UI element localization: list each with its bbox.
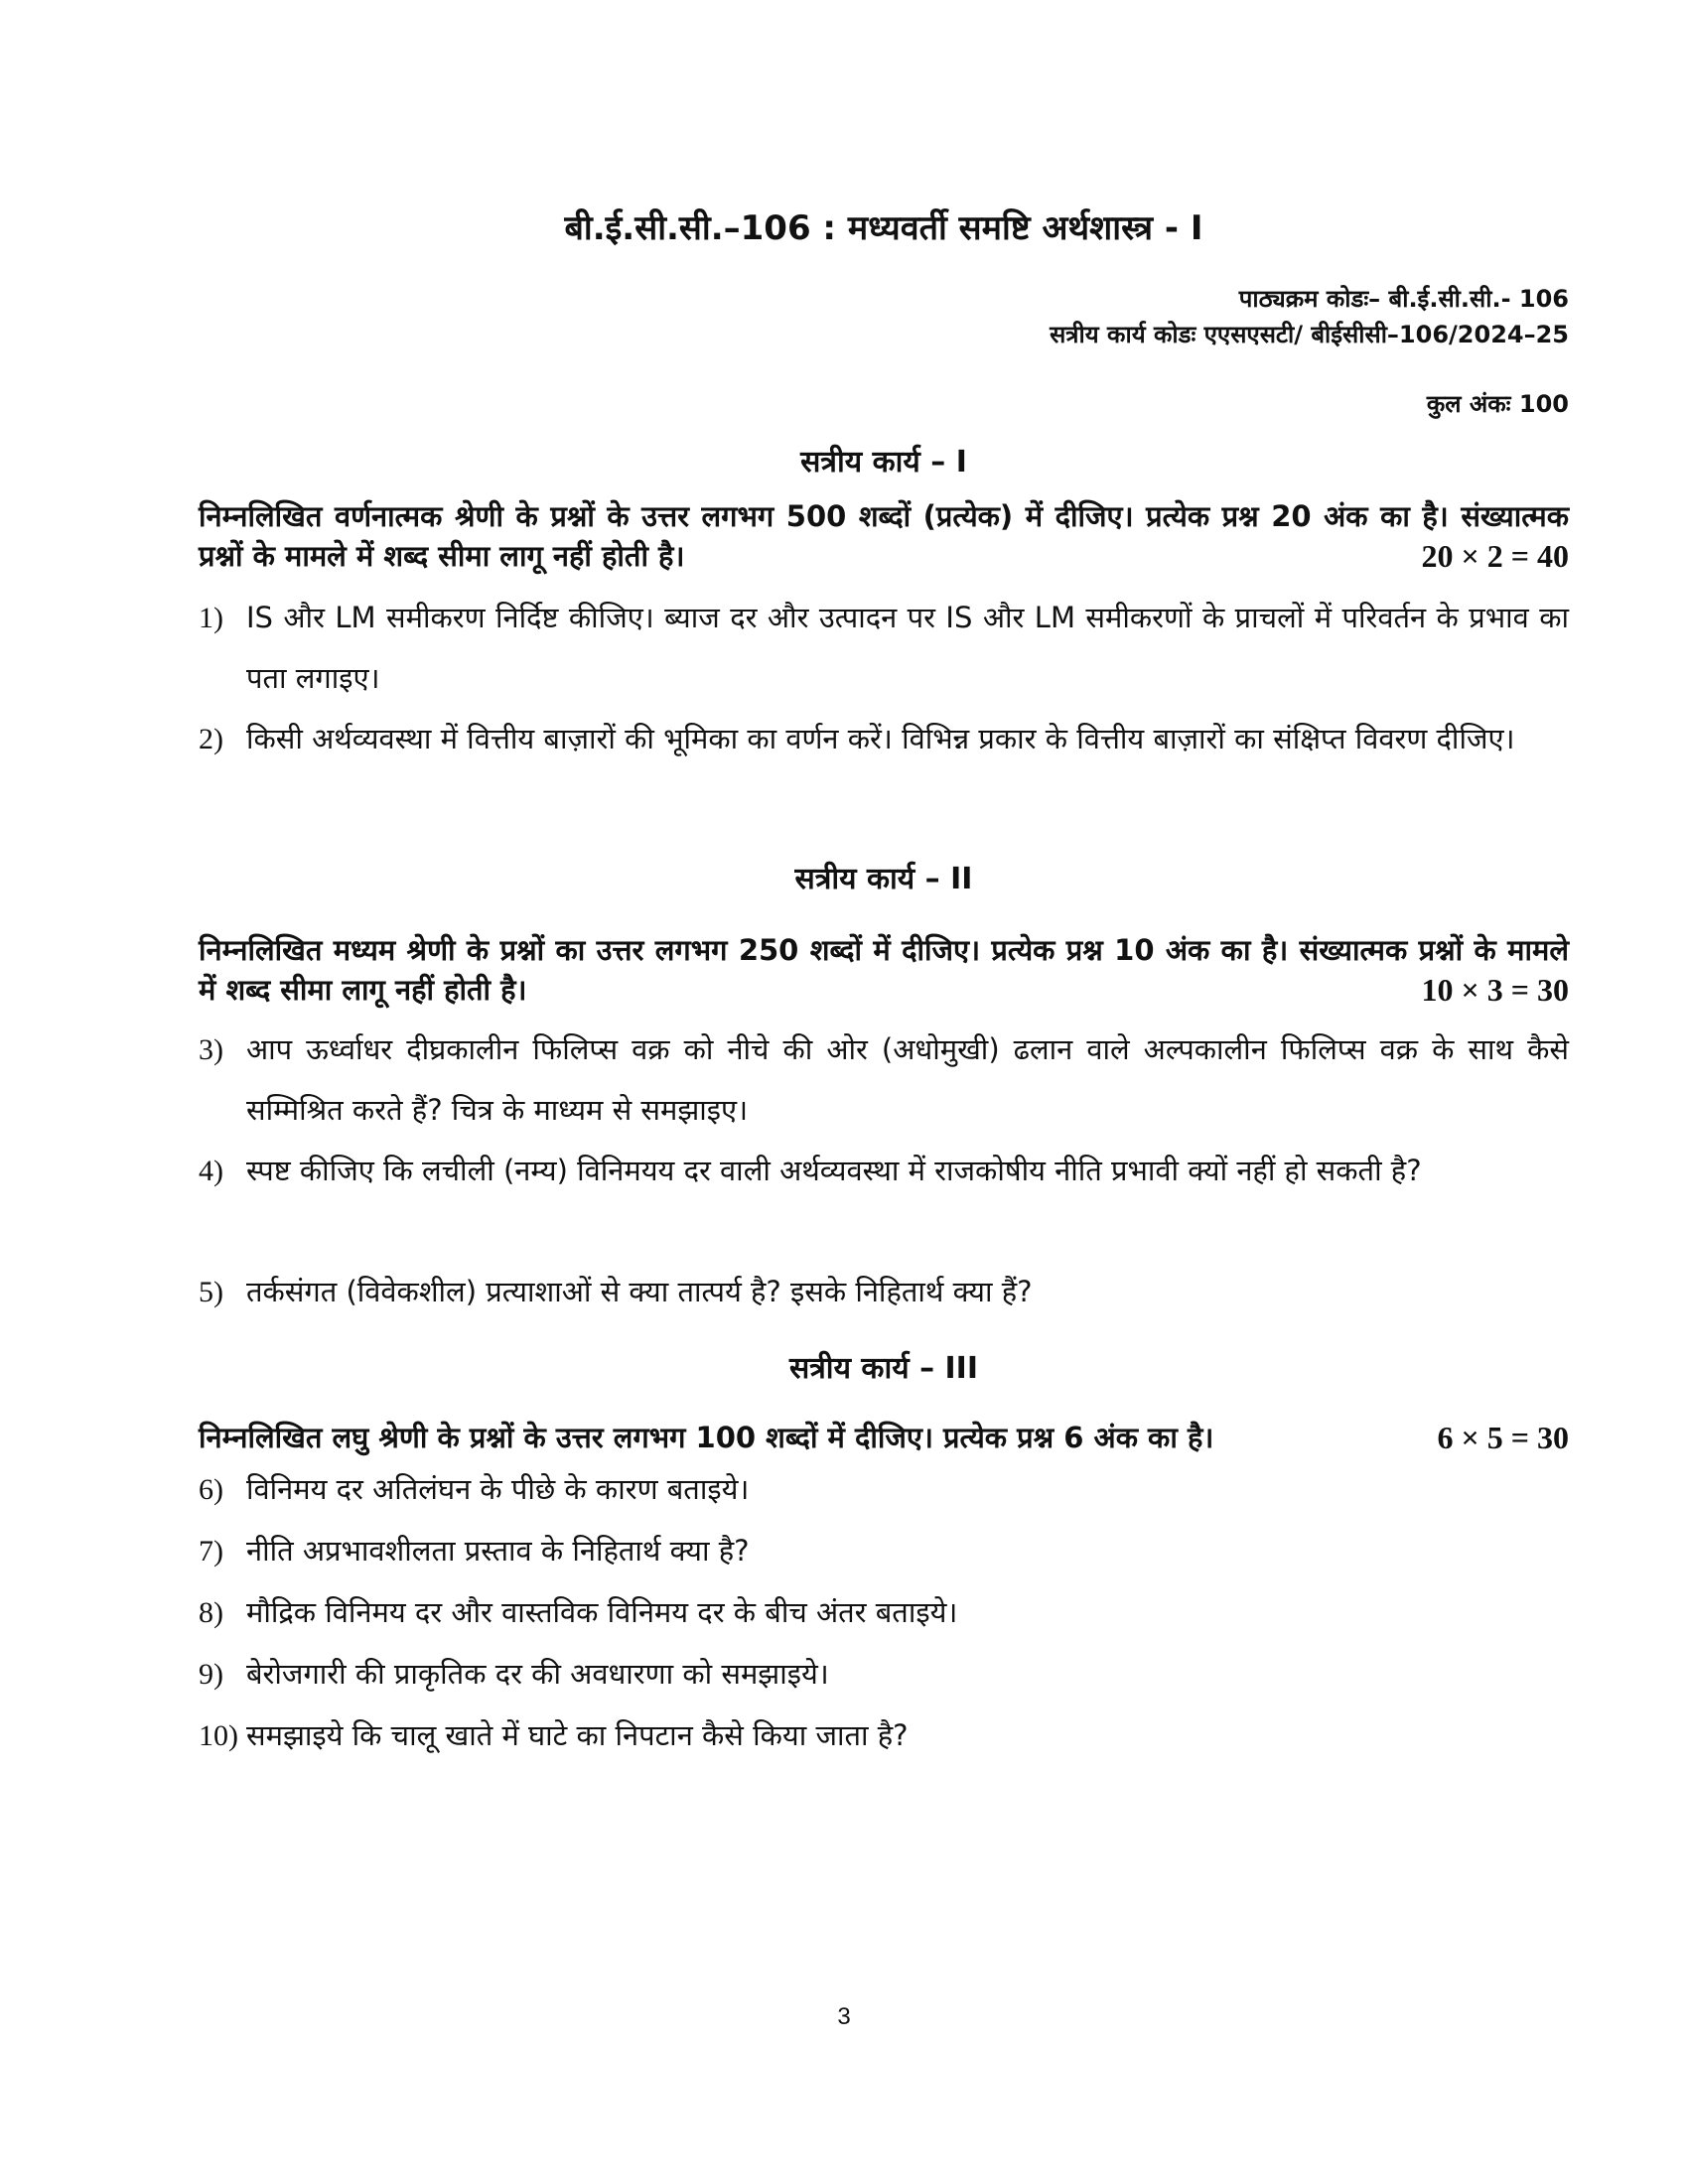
question-item [199, 1582, 1569, 1643]
section-3-instruction [199, 1418, 1569, 1457]
question-text: बेरोजगारी की प्राकृतिक दर की अवधारणा को समझाइये। [246, 1657, 829, 1691]
instruction-text: निम्नलिखित लघु श्रेणी के प्रश्नों के उत्तर लगभग 100 शब्दों में दीजिए। प्रत्येक प्रश्न 6 अंक का है। [199, 1421, 1214, 1454]
question-item [199, 709, 1569, 769]
section-3-heading: सत्रीय कार्य – III [788, 1351, 979, 1386]
question-item [199, 1141, 1569, 1201]
section-marks: 10 × 3 = 30 [1421, 972, 1569, 1008]
question-number: 3) [199, 1033, 223, 1066]
question-item [199, 1262, 1569, 1322]
question-number: 6) [199, 1473, 223, 1506]
section-2-heading: सत्रीय कार्य – II [794, 862, 973, 896]
instruction-text: निम्नलिखित मध्यम श्रेणी के प्रश्नों का उत्तर लगभग 250 शब्दों में दीजिए। प्रत्येक प्रश्न 10 अंक का है। संख्यात्मक प्रश्नों के मामले में शब्द सीमा लागू नहीं होती है। [199, 933, 1569, 1007]
question-number: 2) [199, 723, 223, 755]
question-item [199, 1521, 1569, 1581]
question-text: आप ऊर्ध्वाधर दीघ्रकालीन फिलिप्स वक्र को नीचे की ओर (अधोमुखी) ढलान वाले अल्पकालीन फिलिप्स वक्र के साथ कैसे सम्मिश्रित करते हैं? चित्र के माध्यम से समझाइए। [246, 1032, 1569, 1127]
section-marks: 6 × 5 = 30 [1437, 1420, 1569, 1455]
question-text: तर्कसंगत (विवेकशील) प्रत्याशाओं से क्या तात्पर्य है? इसके निहितार्थ क्या हैं? [246, 1275, 1033, 1308]
instruction-text: निम्नलिखित वर्णनात्मक श्रेणी के प्रश्नों के उत्तर लगभग 500 शब्दों (प्रत्येक) में दीजिए। प्रत्येक प्रश्न 20 अंक का है। संख्यात्मक प्रश्नों के मामले में शब्द सीमा लागू नहीं होती है। [199, 499, 1569, 573]
page-number: 3 [837, 2003, 851, 2030]
question-number: 4) [199, 1155, 223, 1187]
question-text: विनिमय दर अतिलंघन के पीछे के कारण बताइये। [246, 1472, 750, 1506]
question-item [199, 588, 1569, 709]
course-code: पाठ्यक्रम कोडः– बी.ई.सी.सी.- 106 [1238, 285, 1569, 313]
section-2-instruction [199, 930, 1569, 1010]
question-item [199, 1459, 1569, 1520]
question-number: 8) [199, 1596, 223, 1629]
question-number: 10) [199, 1719, 238, 1752]
question-text: किसी अर्थव्यवस्था में वित्तीय बाज़ारों की भूमिका का वर्णन करें। विभिन्न प्रकार के वित्तीय बाज़ारों का संक्षिप्त विवरण दीजिए। [246, 722, 1515, 755]
question-number: 9) [199, 1658, 223, 1691]
question-number: 1) [199, 602, 223, 634]
question-text: स्पष्ट कीजिए कि लचीली (नम्य) विनिमयय दर वाली अर्थव्यवस्था में राजकोषीय नीति प्रभावी क्यों नहीं हो सकती है? [246, 1154, 1422, 1187]
question-item [199, 1706, 1569, 1766]
question-text: समझाइये कि चालू खाते में घाटे का निपटान कैसे किया जाता है? [246, 1718, 909, 1752]
question-text: मौद्रिक विनिमय दर और वास्तविक विनिमय दर के बीच अंतर बताइये। [246, 1595, 958, 1629]
question-item [199, 1020, 1569, 1141]
course-title: बी.ई.सी.सी.–106 : मध्यवर्ती समष्टि अर्थशास्त्र - I [564, 208, 1203, 248]
total-marks: कुल अंकः 100 [1426, 390, 1569, 418]
question-item [199, 1644, 1569, 1705]
section-marks: 20 × 2 = 40 [1421, 538, 1569, 574]
section-1-heading: सत्रीय कार्य – I [800, 445, 967, 479]
question-number: 5) [199, 1276, 223, 1308]
question-text: नीति अप्रभावशीलता प्रस्ताव के निहितार्थ क्या है? [246, 1534, 750, 1568]
assignment-code: सत्रीय कार्य कोडः एएसएसटी/ बीईसीसी–106/2024–25 [1050, 321, 1569, 348]
section-1-instruction [199, 496, 1569, 576]
question-number: 7) [199, 1535, 223, 1568]
question-text: IS और LM समीकरण निर्दिष्ट कीजिए। ब्याज दर और उत्पादन पर IS और LM समीकरणों के प्राचलों में परिवर्तन के प्रभाव का पता लगाइए। [246, 601, 1570, 695]
